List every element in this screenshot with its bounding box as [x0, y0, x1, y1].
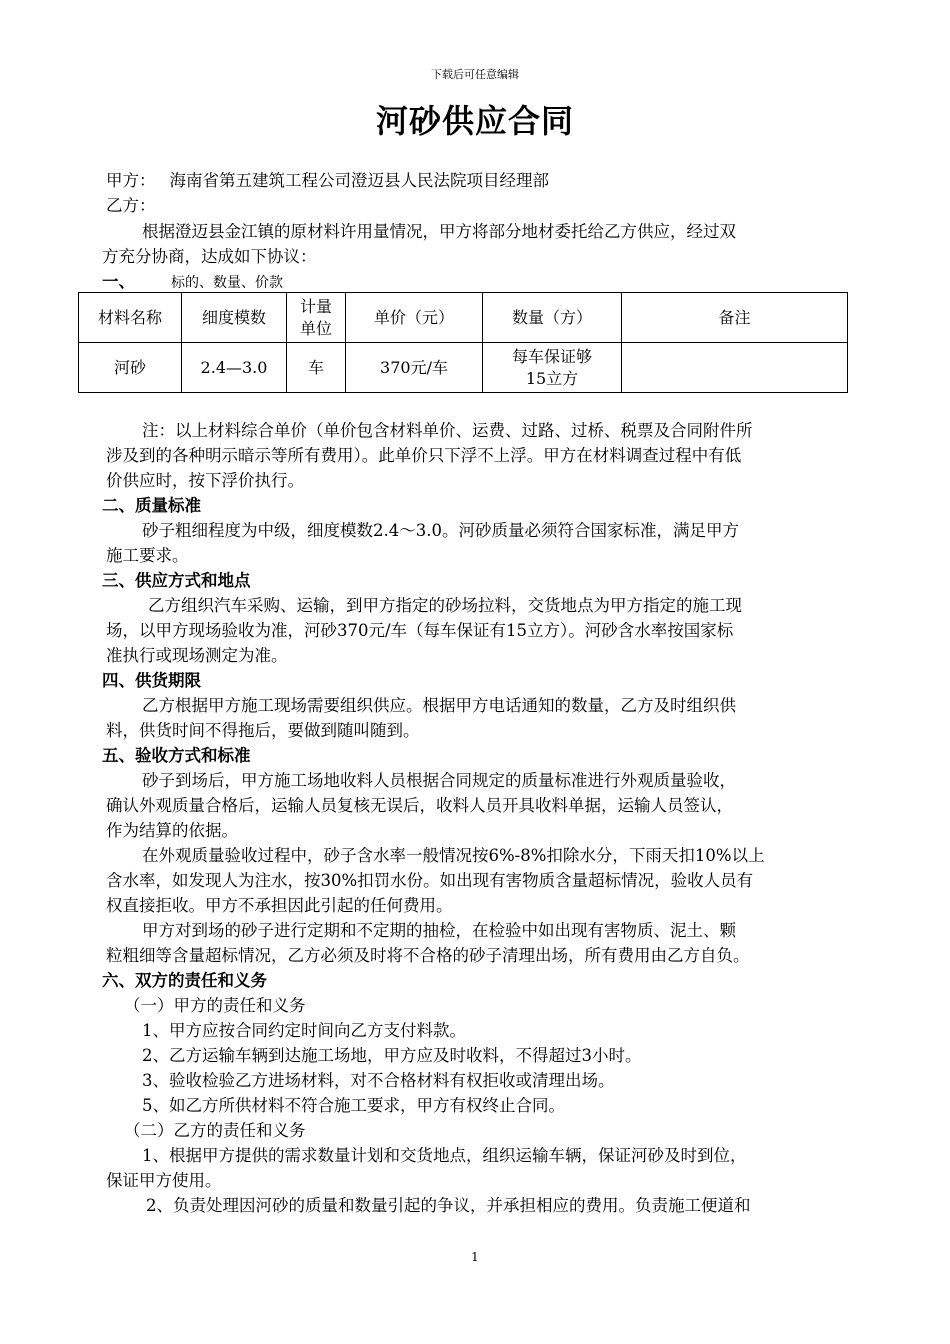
section-5-line-5: 含水率，如发现人为注水，按30%扣罚水份。如出现有害物质含量超标情况，验收人员有	[106, 871, 754, 890]
section-6-a-item-1: 1、甲方应按合同约定时间向乙方支付料款。	[142, 1021, 466, 1040]
header-quantity: 数量（方）	[483, 293, 622, 343]
cell-material: 河砂	[79, 343, 182, 393]
header-fineness: 细度模数	[182, 293, 287, 343]
section-5-line-1: 砂子到场后，甲方施工场地收料人员根据合同规定的质量标准进行外观质量验收，	[142, 771, 736, 790]
section-5-line-7: 甲方对到场的砂子进行定期和不定期的抽检，在检验中如出现有害物质、泥土、颗	[142, 921, 736, 940]
section-6-b-line-2: 保证甲方使用。	[106, 1171, 222, 1190]
section-5-line-3: 作为结算的依据。	[106, 821, 238, 840]
section-6-title: 六、双方的责任和义务	[102, 971, 267, 990]
section-2-line-2: 施工要求。	[106, 546, 189, 565]
intro-line-1: 根据澄迈县金江镇的原材料许用量情况，甲方将部分地材委托给乙方供应，经过双	[142, 222, 736, 241]
cell-quantity	[483, 343, 622, 393]
section-5-title: 五、验收方式和标准	[102, 746, 251, 765]
section-6-subtitle-b: （二）乙方的责任和义务	[124, 1121, 306, 1140]
header-remark: 备注	[622, 293, 848, 343]
intro-line-2: 方充分协商，达成如下协议：	[102, 247, 317, 266]
table-row	[79, 343, 848, 393]
section-4-line-2: 料，供货时间不得拖后，要做到随叫随到。	[106, 721, 420, 740]
header-unit-line-1: 计量	[299, 296, 332, 316]
section-6-a-item-2: 2、乙方运输车辆到达施工场地，甲方应及时收料，不得超过3小时。	[142, 1046, 642, 1065]
party-a-name: 海南省第五建筑工程公司澄迈县人民法院项目经理部	[169, 171, 549, 190]
section-3-line-1: 乙方组织汽车采购、运输，到甲方指定的砂场拉料，交货地点为甲方指定的施工现	[148, 596, 742, 615]
section-3-line-2: 场，以甲方现场验收为准，河砂370元/车（每车保证有15立方）。河砂含水率按国家标	[106, 621, 734, 640]
section-6-a-item-3: 3、验收检验乙方进场材料，对不合格材料有权拒收或清理出场。	[142, 1071, 615, 1090]
cell-unit: 车	[287, 343, 346, 393]
document-title: 河砂供应合同	[375, 102, 574, 140]
header-note: 下载后可任意编辑	[431, 68, 519, 81]
section-5-line-8: 粒粗细等含量超标情况，乙方必须及时将不合格的砂子清理出场，所有费用由乙方自负。	[106, 946, 750, 965]
section-1-number: 一、	[102, 272, 135, 291]
section-6-b-line-3: 2、负责处理因河砂的质量和数量引起的争议，并承担相应的费用。负责施工便道和	[146, 1196, 751, 1215]
header-material: 材料名称	[79, 293, 182, 343]
party-a-line	[106, 168, 549, 193]
note-line-2: 涉及到的各种明示暗示等所有费用）。此单价只下浮不上浮。甲方在材料调查过程中有低	[106, 446, 742, 465]
section-6-subtitle-a: （一）甲方的责任和义务	[124, 996, 306, 1015]
section-5-line-4: 在外观质量验收过程中，砂子含水率一般情况按6%-8%扣除水分，下雨天扣10%以上	[142, 846, 765, 865]
cell-quantity-line-1: 每车保证够	[511, 346, 592, 366]
section-2-title: 二、质量标准	[102, 496, 201, 515]
party-a-label: 甲方：	[106, 171, 156, 190]
header-unit-line-2: 单位	[299, 318, 332, 338]
note-line-1: 注：以上材料综合单价（单价包含材料单价、运费、过路、过桥、税票及合同附件所	[142, 421, 753, 440]
header-unit	[287, 293, 346, 343]
section-3-line-3: 准执行或现场测定为准。	[106, 646, 288, 665]
cell-remark	[622, 343, 848, 393]
page-number: 1	[471, 1250, 479, 1264]
section-4-title: 四、供货期限	[102, 671, 201, 690]
cell-fineness: 2.4—3.0	[182, 343, 287, 393]
section-3-title: 三、供应方式和地点	[102, 571, 251, 590]
price-table	[78, 292, 848, 393]
section-2-line-1: 砂子粗细程度为中级，细度模数2.4～3.0。河砂质量必须符合国家标准，满足甲方	[142, 521, 739, 540]
section-5-line-6: 权直接拒收。甲方不承担因此引起的任何费用。	[106, 896, 453, 915]
section-5-line-2: 确认外观质量合格后，运输人员复核无误后，收料人员开具收料单据，运输人员签认，	[106, 796, 733, 815]
section-6-b-line-1: 1、根据甲方提供的需求数量计划和交货地点，组织运输车辆，保证河砂及时到位，	[142, 1146, 747, 1165]
section-1-title: 标的、数量、价款	[171, 275, 283, 291]
table-header-row	[79, 293, 848, 343]
cell-quantity-line-2: 15立方	[525, 368, 579, 388]
header-price: 单价（元）	[346, 293, 483, 343]
section-4-line-1: 乙方根据甲方施工现场需要组织供应。根据甲方电话通知的数量，乙方及时组织供	[142, 696, 736, 715]
party-b-label: 乙方：	[106, 196, 156, 215]
section-6-a-item-5: 5、如乙方所供材料不符合施工要求，甲方有权终止合同。	[142, 1096, 565, 1115]
cell-price: 370元/车	[346, 343, 483, 393]
note-line-3: 价供应时，按下浮价执行。	[106, 471, 304, 490]
